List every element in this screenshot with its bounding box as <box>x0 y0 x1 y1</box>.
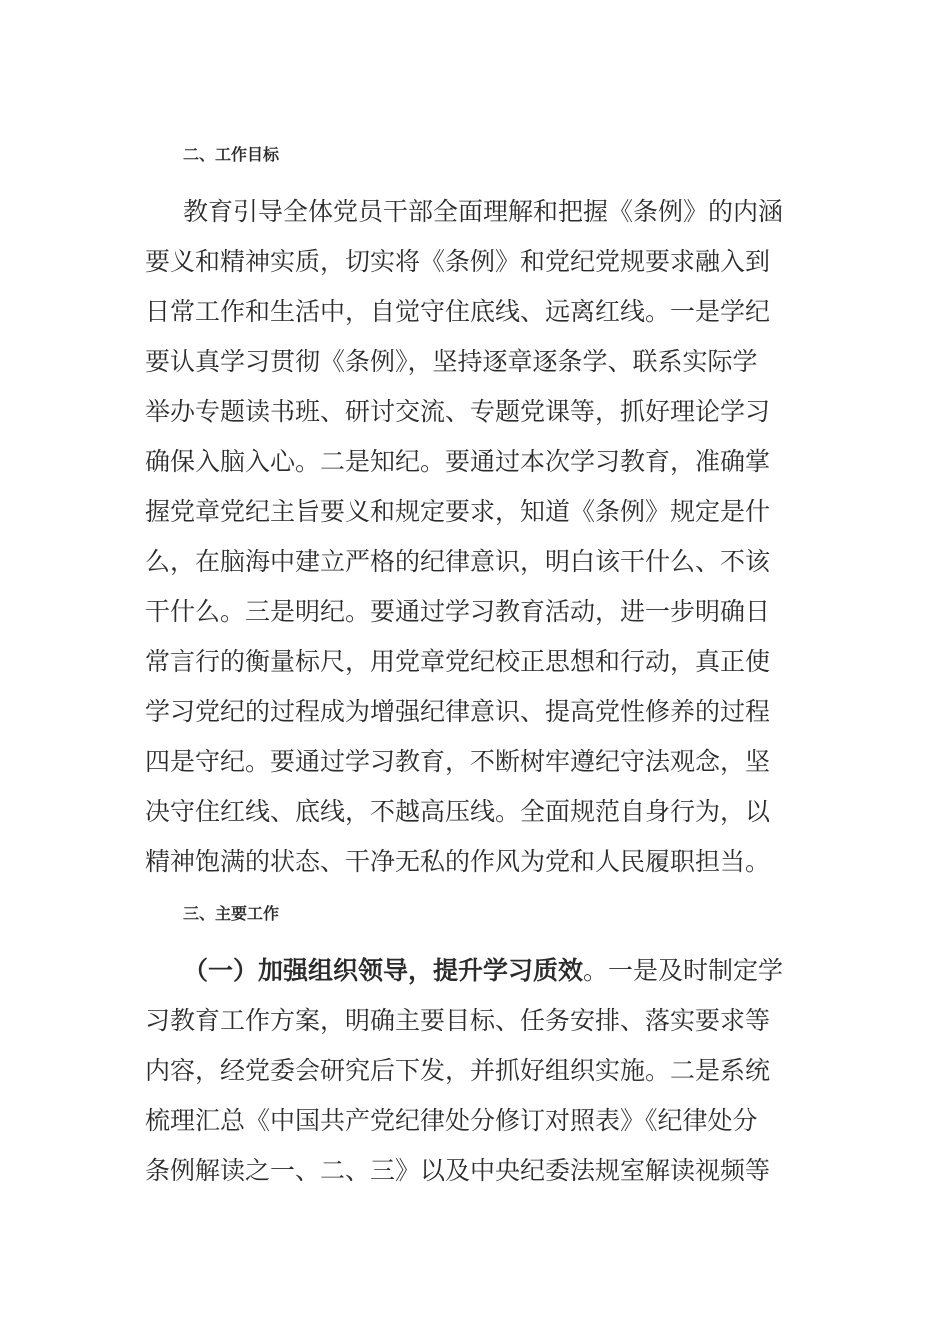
paragraph-line: 干什么。三是明纪。要通过学习教育活动，进一步明确日 <box>145 597 771 626</box>
paragraph-line: 常言行的衡量标尺，用党章党纪校正思想和行动，真正使 <box>145 647 771 676</box>
paragraph-line: 学习党纪的过程成为增强纪律意识、提高党性修养的过程 <box>145 697 771 726</box>
paragraph-line: 条例解读之一、二、三》以及中央纪委法规室解读视频等 <box>145 1156 771 1185</box>
paragraph-line: 梳理汇总《中国共产党纪律处分修订对照表》《纪律处分 <box>145 1106 758 1135</box>
paragraph-line: 四是守纪。要通过学习教育，不断树牢遵纪守法观念，坚 <box>145 747 771 776</box>
paragraph-line <box>145 946 805 996</box>
paragraph-line: 要认真学习贯彻《条例》，坚持逐章逐条学、联系实际学 <box>145 347 758 376</box>
paragraph-work-goals <box>145 187 805 887</box>
item-title: （一）加强组织领导，提升学习质效 <box>183 956 584 985</box>
paragraph-line: 举办专题读书班、研讨交流、专题党课等，抓好理论学习 <box>145 397 771 426</box>
paragraph-line: 习教育工作方案，明确主要目标、任务安排、落实要求等 <box>145 1006 771 1035</box>
paragraph-line: 握党章党纪主旨要义和规定要求，知道《条例》规定是什 <box>145 497 771 526</box>
paragraph-line: 么，在脑海中建立严格的纪律意识，明白该干什么、不该 <box>145 547 771 576</box>
paragraph-line: 确保入脑入心。二是知纪。要通过本次学习教育，准确掌 <box>145 447 771 476</box>
section-heading-main-work: 三、主要工作 <box>183 904 280 923</box>
paragraph-main-work-item-1 <box>145 946 805 1196</box>
paragraph-line: 日常工作和生活中，自觉守住底线、远离红线。一是学纪 <box>145 297 771 326</box>
paragraph-line: 内容，经党委会研究后下发，并抓好组织实施。二是系统 <box>145 1056 771 1085</box>
document-body <box>145 128 805 1196</box>
paragraph-line: 要义和精神实质，切实将《条例》和党纪党规要求融入到 <box>145 247 771 276</box>
paragraph-line: 教育引导全体党员干部全面理解和把握《条例》的内涵 <box>183 197 784 226</box>
item-text: 。一是及时制定学 <box>583 956 784 985</box>
paragraph-line: 决守住红线、底线，不越高压线。全面规范自身行为，以 <box>145 797 771 826</box>
section-heading-work-goals: 二、工作目标 <box>183 145 280 164</box>
paragraph-line: 精神饱满的状态、干净无私的作风为党和人民履职担当。 <box>145 847 771 876</box>
